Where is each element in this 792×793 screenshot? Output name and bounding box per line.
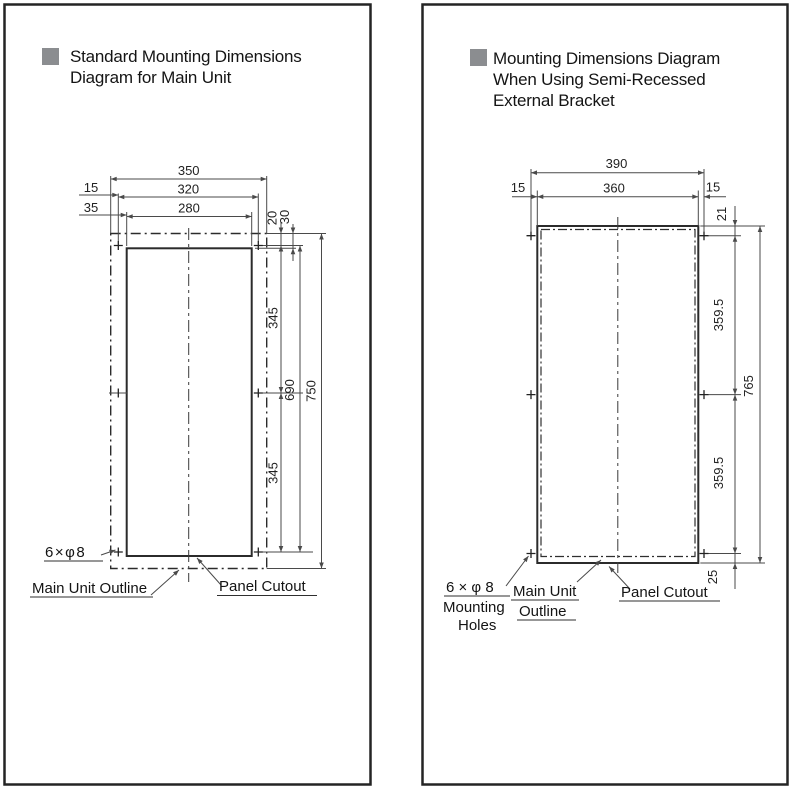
- dim-top-to-hole: 20: [264, 210, 280, 226]
- dim-hole-span-upper: 359.5: [711, 298, 726, 332]
- dim-edge-to-hole: 15: [83, 180, 99, 195]
- dim-hole-width: 390: [605, 156, 628, 171]
- dim-hole-width: 320: [177, 181, 200, 197]
- leader-mounting-holes: [101, 550, 116, 555]
- dim-top-to-hole: 21: [714, 206, 729, 222]
- label-mounting-holes-line3: Holes: [458, 617, 497, 634]
- dim-top-to-cutout: 30: [277, 209, 292, 225]
- dim-hole-span-lower: 345: [265, 462, 281, 484]
- right-title-bullet-icon: [470, 49, 487, 66]
- right-title-line2: When Using Semi-Recessed: [493, 70, 706, 89]
- label-main-unit-line2: Outline: [519, 603, 567, 620]
- dim-overall-width: 350: [177, 163, 200, 178]
- dim-hole-to-bottom: 25: [705, 569, 720, 585]
- dim-edge-to-cutout: 35: [83, 200, 99, 215]
- label-panel-cutout: Panel Cutout: [219, 578, 306, 595]
- dim-cutout-width: 280: [178, 200, 200, 216]
- right-title-line3: External Bracket: [493, 91, 615, 110]
- label-panel-cutout: Panel Cutout: [621, 584, 708, 601]
- dim-hole-span-upper: 345: [265, 307, 281, 329]
- leader-panel-cutout: [197, 558, 221, 585]
- leader-mounting-holes: [506, 556, 529, 586]
- label-main-unit-outline: Main Unit Outline: [32, 580, 148, 597]
- dim-cutout-height: 765: [741, 375, 756, 397]
- dim-offset-left: 15: [510, 180, 526, 195]
- dim-hole-span-lower: 359.5: [711, 456, 726, 490]
- right-main-unit-outline: [541, 230, 695, 557]
- left-title-line1: Standard Mounting Dimensions: [70, 47, 302, 66]
- dim-offset-right: 15: [705, 179, 721, 195]
- label-mounting-holes-line2: Mounting: [443, 599, 505, 616]
- left-panel: [5, 5, 371, 785]
- dim-hole-span-total: 690: [282, 379, 297, 401]
- dim-overall-height: 750: [303, 380, 319, 402]
- right-title-line1: Mounting Dimensions Diagram: [493, 49, 721, 68]
- label-main-unit-line1: Main Unit: [513, 583, 577, 600]
- left-title-bullet-icon: [42, 48, 59, 65]
- label-mounting-holes-line1: 6 × φ 8: [446, 579, 494, 596]
- label-mounting-holes: 6×φ8: [45, 544, 87, 561]
- left-title-line2: Diagram for Main Unit: [70, 68, 232, 87]
- leader-main-unit-outline: [151, 570, 179, 595]
- right-panel: [423, 5, 788, 785]
- dim-cutout-width: 360: [603, 180, 625, 196]
